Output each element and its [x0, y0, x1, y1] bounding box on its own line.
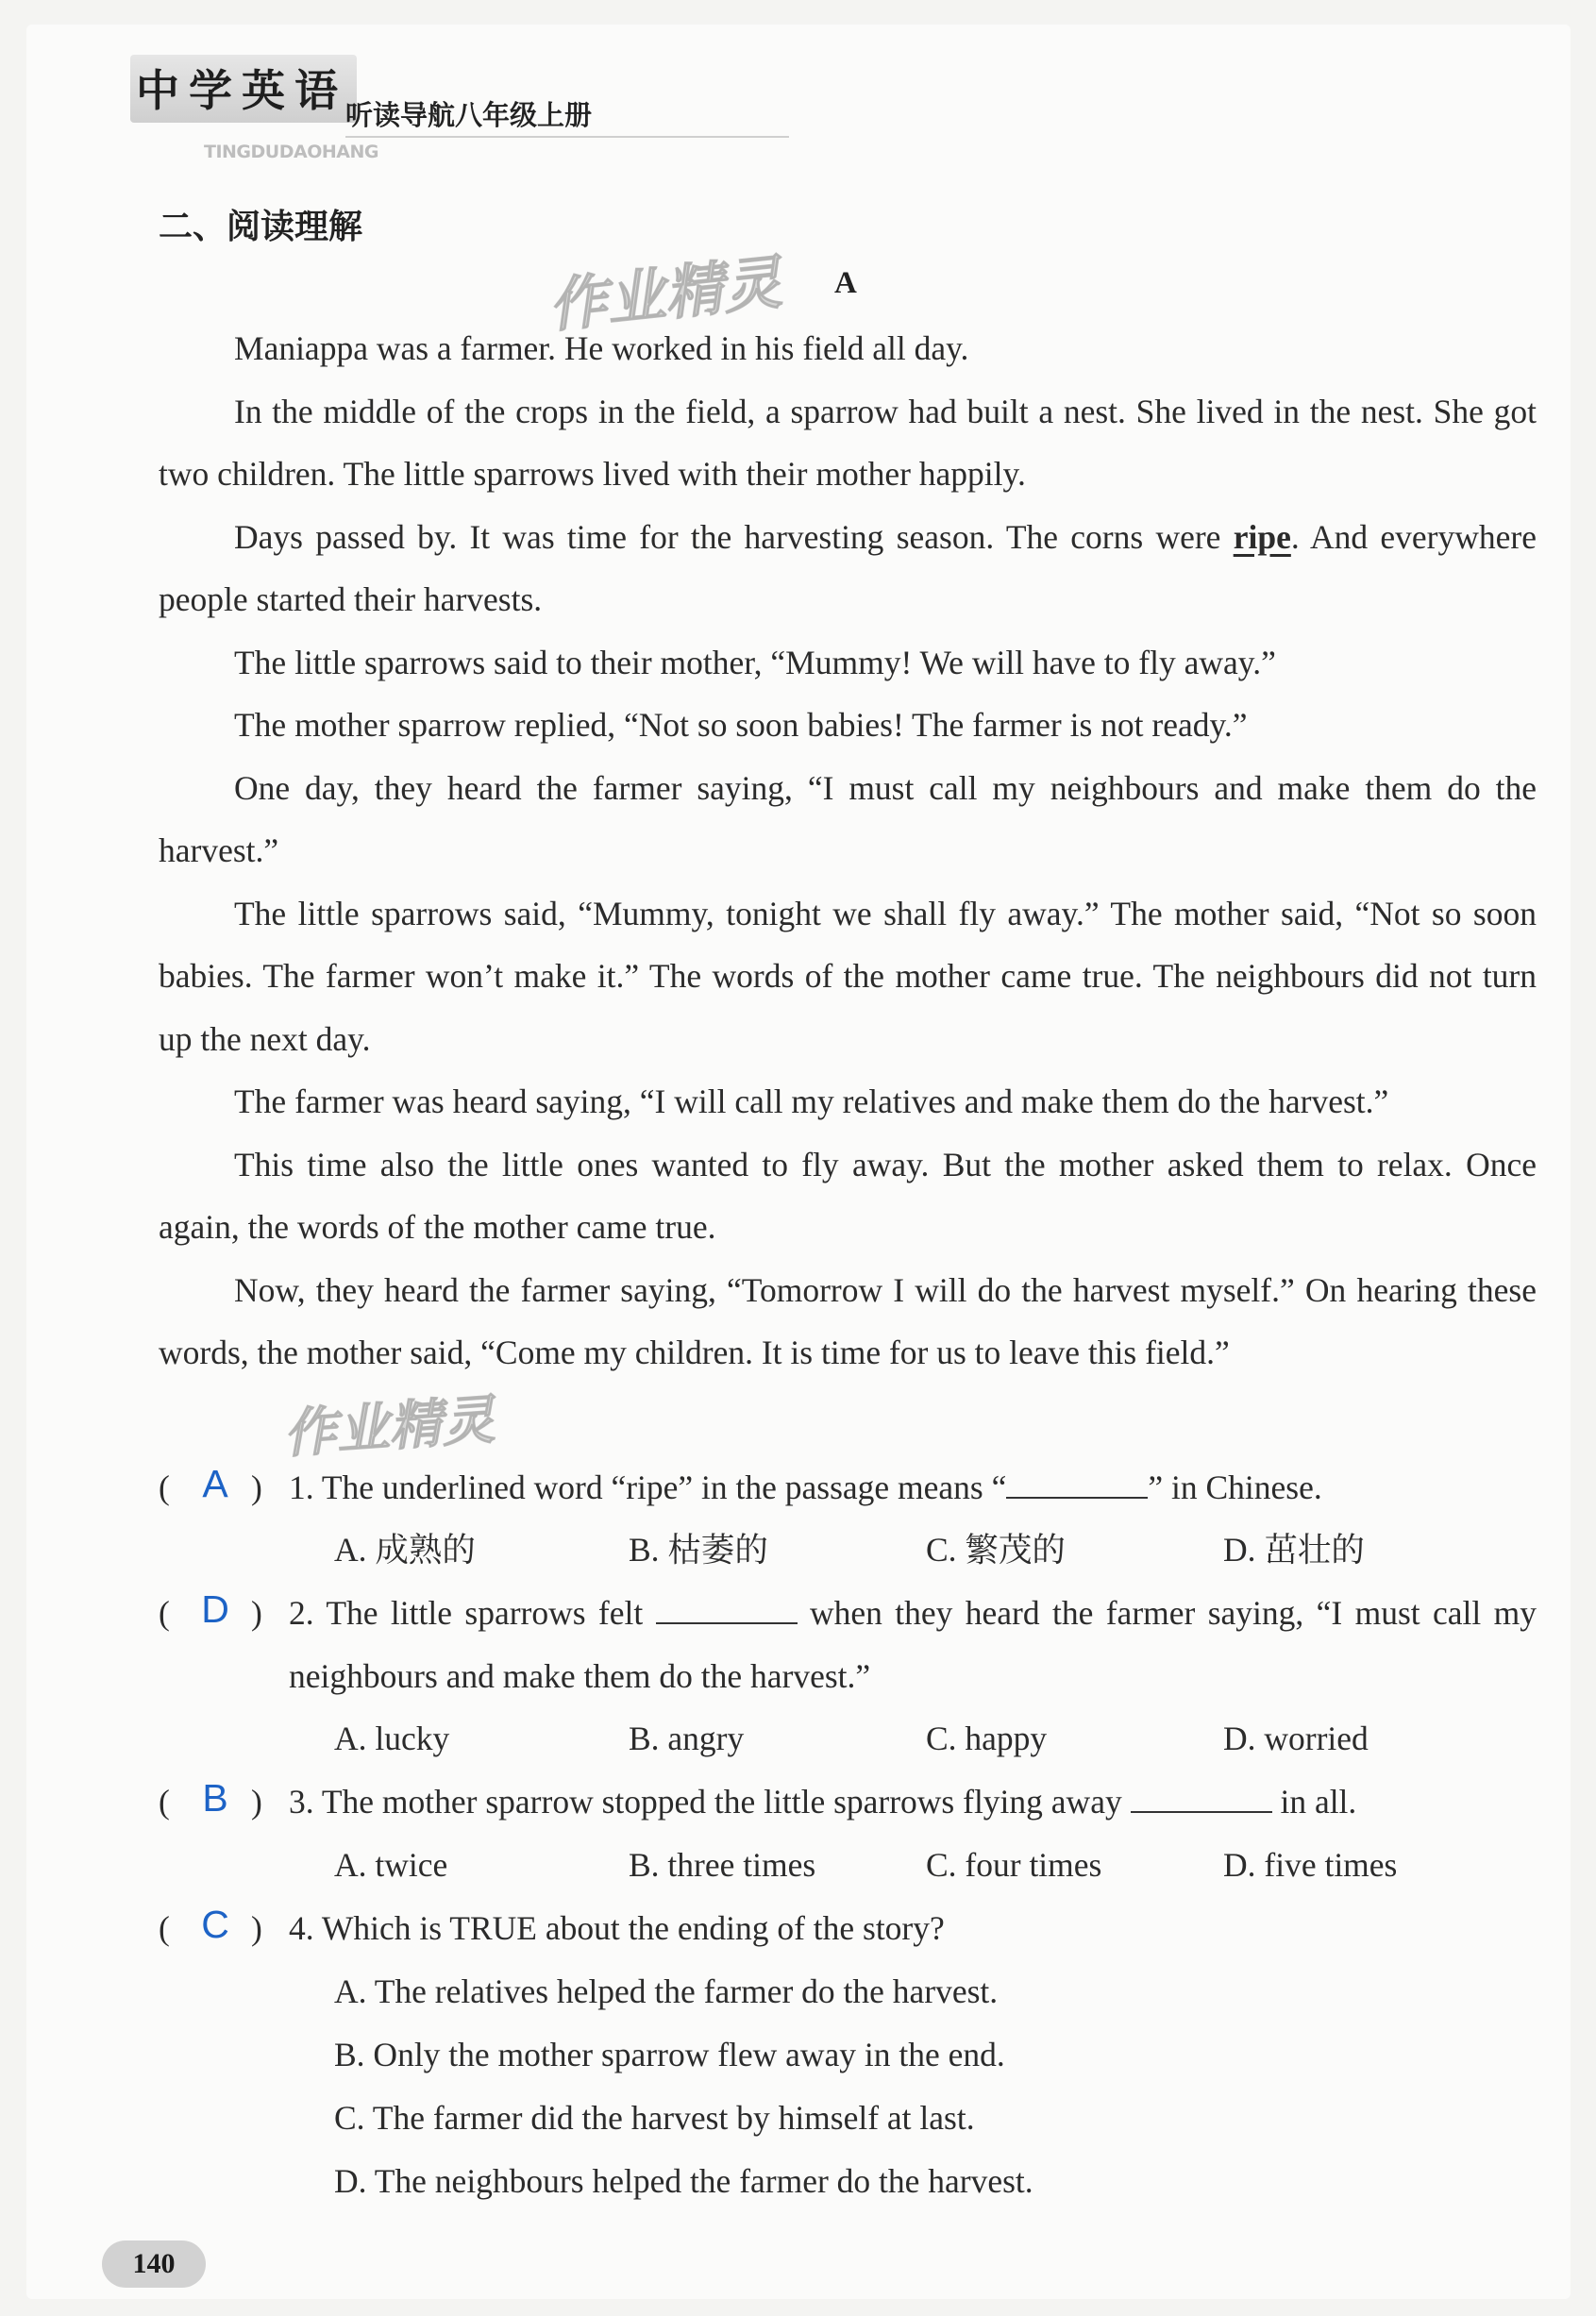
option-d: D. 茁壮的 [1223, 1531, 1365, 1569]
answer-blank [656, 1594, 798, 1624]
right-paren: ) [251, 1909, 262, 1947]
answer-letter: A [202, 1462, 228, 1505]
stem-text: in all. [1271, 1783, 1357, 1821]
option-b: B. angry [629, 1720, 745, 1757]
option-a: A. twice [334, 1846, 448, 1884]
left-paren: ( [159, 1468, 170, 1506]
header-divider [345, 136, 789, 138]
brand-romanization: TINGDUDAOHANG [204, 142, 378, 162]
option-b: B. 枯萎的 [629, 1531, 768, 1569]
answer-blank [1131, 1783, 1272, 1813]
option-d: D. five times [1223, 1846, 1398, 1884]
brand-subtitle: 听读导航八年级上册 [345, 99, 593, 131]
paragraph: The little sparrows said to their mother, “Mummy! We will have to fly away.” [234, 643, 1276, 681]
answer-blank [1006, 1468, 1148, 1499]
answer-letter: D [201, 1587, 229, 1631]
paragraph [159, 380, 1537, 506]
paragraph-text: In the middle of the crops in the field, a sparrow had built a nest. She lived in the nest. She got two children. The little sparrows lived with their mother happily. [159, 392, 1537, 493]
left-paren: ( [159, 1594, 170, 1632]
answer-bracket [159, 1582, 272, 1644]
question-stem: 4. Which is TRUE about the ending of the story? [289, 1909, 945, 1947]
answer-letter: C [201, 1903, 229, 1946]
stem-text: 3. The mother sparrow stopped the little sparrows flying away [289, 1783, 1131, 1821]
answer-letter: B [202, 1776, 228, 1820]
answer-bracket [159, 1897, 272, 1959]
stem-text: 2. The little sparrows felt [289, 1594, 656, 1632]
paragraph-text: Days passed by. It was time for the harvesting season. The corns were [234, 517, 1234, 556]
right-paren: ) [251, 1594, 262, 1632]
question-stem [289, 1582, 1537, 1707]
brand-title: 中学英语 [130, 55, 357, 123]
paragraph: One day, they heard the farmer saying, “I must call my neighbours and make them do the harvest.” [159, 768, 1537, 869]
page-number: 140 [102, 2240, 206, 2288]
left-paren: ( [159, 1909, 170, 1947]
option-b: B. three times [629, 1846, 816, 1884]
right-paren: ) [251, 1783, 262, 1821]
paragraph: The little sparrows said, “Mummy, tonight we shall fly away.” The mother said, “Not so soon babies. The farmer won’t make it.” The words of the mother came true. The neighbours did not turn up the next day. [159, 894, 1537, 1058]
passage-label: A [834, 266, 857, 300]
paragraph: The mother sparrow replied, “Not so soon babies! The farmer is not ready.” [234, 706, 1248, 744]
watermark: 作业精灵 [281, 1389, 497, 1466]
paragraph: The farmer was heard saying, “I will call my relatives and make them do the harvest.” [234, 1082, 1389, 1120]
question-stem [289, 1771, 1537, 1834]
option-a: A. lucky [334, 1720, 450, 1757]
option-c: C. The farmer did the harvest by himself at last. [334, 2099, 975, 2137]
reading-passage [159, 317, 1537, 1385]
answer-bracket [159, 1456, 272, 1519]
right-paren: ) [251, 1468, 262, 1506]
answer-bracket [159, 1771, 272, 1833]
stem-text: 1. The underlined word “ripe” in the passage means “ [289, 1468, 1007, 1506]
option-d: D. worried [1223, 1720, 1369, 1757]
left-paren: ( [159, 1783, 170, 1821]
stem-text: when they heard the farmer saying, “I must call my neighbours and make them do the harvest.” [289, 1594, 1537, 1695]
option-a: A. The relatives helped the farmer do the harvest. [334, 1972, 999, 2010]
option-d: D. The neighbours helped the farmer do the harvest. [334, 2162, 1033, 2200]
stem-text: ” in Chinese. [1148, 1468, 1322, 1506]
option-a: A. 成熟的 [334, 1531, 476, 1569]
paragraph [159, 506, 1537, 631]
option-c: C. happy [926, 1720, 1048, 1757]
question-stem [289, 1456, 1537, 1519]
watermark: 作业精灵 [545, 247, 785, 341]
underlined-word-ripe: ripe [1233, 517, 1291, 556]
section-heading: 二、阅读理解 [159, 208, 363, 246]
option-c: C. 繁茂的 [926, 1531, 1066, 1569]
option-c: C. four times [926, 1846, 1102, 1884]
option-b: B. Only the mother sparrow flew away in the end. [334, 2036, 1005, 2073]
paragraph: Now, they heard the farmer saying, “Tomorrow I will do the harvest myself.” On hearing these words, the mother said, “Come my children. It is time for us to leave this field.” [159, 1270, 1537, 1371]
paragraph: This time also the little ones wanted to fly away. But the mother asked them to relax. Once again, the words of the mother came true. [159, 1145, 1537, 1246]
paragraph: Maniappa was a farmer. He worked in his field all day. [234, 329, 969, 367]
paragraph-text: . And everywhere people started their harvests. [159, 517, 1537, 618]
